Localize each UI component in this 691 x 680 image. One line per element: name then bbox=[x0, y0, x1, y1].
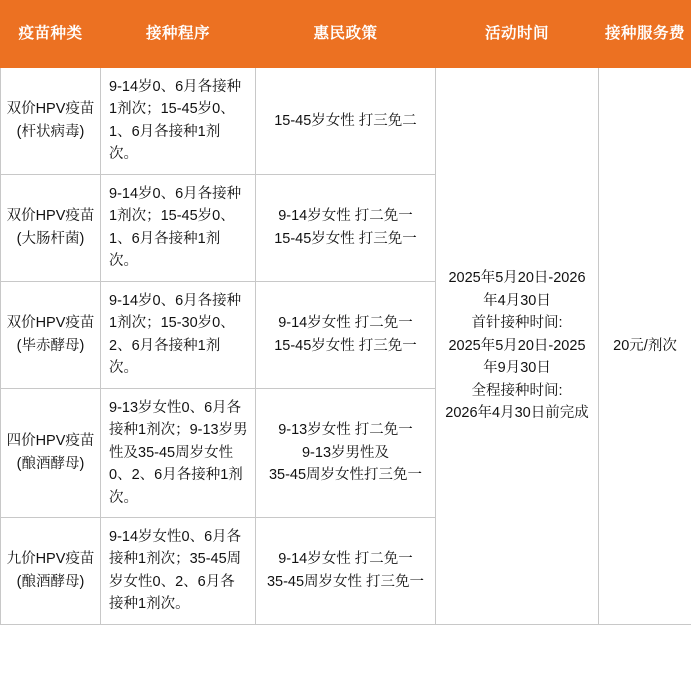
activity-time-line: 全程接种时间: bbox=[471, 382, 563, 399]
table-body bbox=[1, 68, 691, 625]
cell-policy bbox=[256, 68, 436, 175]
cell-procedure: 9-14岁0、6月各接种1剂次；15-30岁0、2、6月各接种1剂次。 bbox=[101, 281, 256, 388]
activity-time-line: 年4月30日 bbox=[483, 292, 551, 309]
vaccine-type-substrate: (杆状病毒) bbox=[16, 123, 85, 140]
activity-time-line: 2025年5月20日-2025 bbox=[448, 337, 586, 354]
activity-time-line: 2025年5月20日-2026 bbox=[448, 270, 586, 287]
column-header-policy: 惠民政策 bbox=[256, 1, 436, 68]
cell-vaccine-type bbox=[1, 388, 101, 517]
cell-service-fee: 20元/剂次 bbox=[599, 68, 691, 625]
policy-line: 9-13岁男性及 bbox=[301, 444, 390, 461]
column-header-service-fee: 接种服务费 bbox=[599, 1, 691, 68]
cell-vaccine-type bbox=[1, 174, 101, 281]
cell-vaccine-type bbox=[1, 517, 101, 624]
table-header-row bbox=[1, 1, 691, 68]
activity-time-line: 2026年4月30日前完成 bbox=[445, 405, 589, 422]
table-row bbox=[1, 68, 691, 175]
policy-line: 35-45周岁女性打三免一 bbox=[268, 467, 423, 484]
vaccine-type-substrate: (酿酒酵母) bbox=[16, 455, 85, 472]
vaccine-type-substrate: (酿酒酵母) bbox=[16, 573, 85, 590]
column-header-vaccine-type: 疫苗种类 bbox=[1, 1, 101, 68]
vaccine-type-name: 四价HPV疫苗 bbox=[6, 433, 95, 450]
vaccine-type-name: 双价HPV疫苗 bbox=[6, 101, 95, 118]
policy-line: 9-14岁女性 打二免一 bbox=[278, 208, 413, 225]
cell-activity-time bbox=[436, 68, 599, 625]
cell-vaccine-type bbox=[1, 68, 101, 175]
cell-policy bbox=[256, 281, 436, 388]
vaccine-type-name: 双价HPV疫苗 bbox=[6, 208, 95, 225]
column-header-procedure: 接种程序 bbox=[101, 1, 256, 68]
policy-line: 15-45岁女性 打三免一 bbox=[274, 230, 417, 247]
policy-line: 9-13岁女性 打二免一 bbox=[278, 422, 413, 439]
policy-line: 9-14岁女性 打二免一 bbox=[278, 551, 413, 568]
cell-policy bbox=[256, 517, 436, 624]
vaccine-type-name: 九价HPV疫苗 bbox=[6, 551, 95, 568]
policy-line: 15-45岁女性 打三免二 bbox=[274, 112, 417, 129]
policy-line: 9-14岁女性 打二免一 bbox=[278, 315, 413, 332]
cell-policy bbox=[256, 174, 436, 281]
activity-time-line: 首针接种时间: bbox=[471, 315, 563, 332]
vaccine-type-substrate: (毕赤酵母) bbox=[16, 337, 85, 354]
column-header-activity-time: 活动时间 bbox=[436, 1, 599, 68]
cell-procedure: 9-14岁0、6月各接种1剂次；15-45岁0、1、6月各接种1剂次。 bbox=[101, 68, 256, 175]
cell-procedure: 9-13岁女性0、6月各接种1剂次；9-13岁男性及35-45周岁女性0、2、6月各接种1剂次。 bbox=[101, 388, 256, 517]
policy-line: 15-45岁女性 打三免一 bbox=[274, 337, 417, 354]
policy-line: 35-45周岁女性 打三免一 bbox=[266, 573, 425, 590]
table-header bbox=[1, 1, 691, 68]
vaccine-type-name: 双价HPV疫苗 bbox=[6, 315, 95, 332]
cell-procedure: 9-14岁女性0、6月各接种1剂次；35-45周岁女性0、2、6月各接种1剂次。 bbox=[101, 517, 256, 624]
vaccine-type-substrate: (大肠杆菌) bbox=[16, 230, 85, 247]
cell-procedure: 9-14岁0、6月各接种1剂次；15-45岁0、1、6月各接种1剂次。 bbox=[101, 174, 256, 281]
activity-time-line: 年9月30日 bbox=[483, 360, 551, 377]
cell-policy bbox=[256, 388, 436, 517]
cell-vaccine-type bbox=[1, 281, 101, 388]
